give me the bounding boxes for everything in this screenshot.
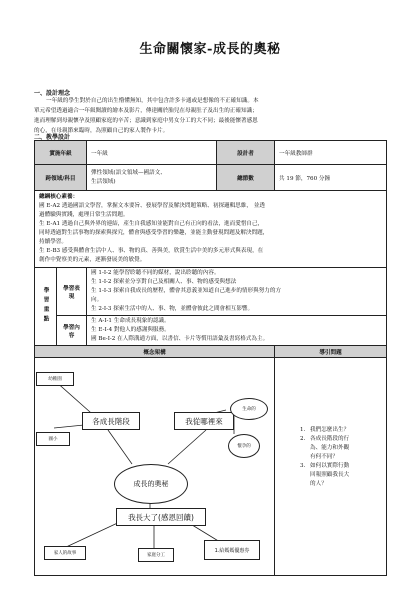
node-family-story: 家人的故事 [44, 546, 86, 560]
section-heading-teaching-design: 二、教學設計 [34, 134, 71, 141]
subject-label: 跨領域/科目 [35, 165, 87, 191]
subject-value [87, 165, 217, 191]
subject-value-line: 彈性領域(語文領域—國語文、 [91, 169, 166, 176]
question-text: 我們怎麼出生？ [310, 427, 350, 433]
node-elementary: 國小 [36, 432, 70, 446]
core-line: 創作中覺察美的元素，逐漸發展美的敏覺。 [39, 257, 146, 263]
question-item [300, 426, 382, 435]
paragraph-line: 進而理解到母親懷孕及照顧家庭的辛苦；意識到家庭中男女分工的大不同；最後能懷著感恩 [34, 118, 258, 124]
performance-content [87, 268, 387, 316]
performance-line: 生 2-I-3 探索生活中的人、事、物，並體會彼此之間會相互影響。 [91, 306, 254, 312]
paragraph-line: 單元希望透過適合一年級閱讀的繪本及影片，傳達關於胎兒在母親肚子及出生的正確知識； [34, 108, 258, 114]
design-concept-paragraph [34, 96, 388, 136]
node-where-from: 我從哪裡來 [174, 412, 234, 430]
guiding-questions-header: 導引問題 [275, 346, 387, 358]
performance-line: 生 1-I-3 探索自我成長的歷程，體會其意義並知道自己進步的情形與努力的方 [91, 288, 282, 294]
learning-focus-label: 學習重點 [35, 268, 57, 346]
node-housework: 家庭分工 [138, 548, 174, 562]
designer-label: 設計者 [217, 141, 275, 165]
content-label: 學習內容 [57, 316, 87, 346]
question-number: 1. [300, 427, 306, 433]
question-text: 為、能力和外觀 [310, 445, 350, 451]
concept-diagram [34, 372, 264, 572]
paragraph-line: 的心，在母親節來臨時，為照顧自己的家人製作卡片。 [34, 128, 169, 134]
question-item [300, 462, 382, 489]
section-heading-design-concept: 一、設計理念 [34, 90, 71, 97]
node-life: 生命的 [230, 398, 268, 420]
node-grown-up: 我長大了(感恩回饋) [116, 508, 206, 526]
node-growth-stages: 各成長階段 [82, 412, 140, 430]
question-text: 各成長階段的行 [310, 436, 350, 442]
grade-value: 一年級 [87, 141, 217, 165]
performance-line: 向。 [91, 297, 103, 303]
question-text: 回報照顧我長大 [310, 472, 350, 478]
performance-label: 學習表現 [57, 268, 87, 316]
core-line: 生 E-B3 感受與體會生活中人、事、物的真、善與美，欣賞生活中美的多元形式與表現，在 [39, 248, 264, 254]
question-text: 如何以實際行動 [310, 463, 350, 469]
content-line: 國 Be-I-2 在人際溝通方面，以書信、卡片等慣用語彙及書寫格式為主。 [91, 336, 269, 342]
node-mystery-of-growth: 成長的奧秘 [114, 464, 188, 504]
performance-line: 國 1-I-2 能學習聆聽不同的媒材，說出聆聽的內容。 [91, 270, 220, 276]
learning-content [87, 316, 387, 346]
content-line: 生 E-I-4 對他人的感謝與服務。 [91, 327, 170, 333]
node-pregnancy: 懷孕的 [228, 434, 260, 458]
core-heading: 總綱核心素養： [39, 194, 79, 200]
performance-line: 生 1-I-2 探索並分享對自己及相關人、事、物的感受與想法 [91, 279, 237, 285]
core-competencies [35, 191, 387, 268]
core-line: 過體驗與實踐，處理日常生活問題。 [39, 212, 129, 218]
page-title: 生命關懷家-成長的奧秘 [139, 42, 281, 57]
concept-framework-header: 概念架構 [35, 346, 275, 358]
core-line: 國 E-A2 透過國語文學習，掌握文本要旨、發展學習及解決問題策略、初探邏輯思維， 並透 [39, 203, 265, 209]
periods-value: 共 19 節，760 分鐘 [275, 165, 387, 191]
subject-value-line: 生活領域) [91, 178, 116, 185]
node-card: 1.給媽媽優惠券 [204, 540, 260, 560]
question-number: 2. [300, 436, 306, 442]
question-item [300, 435, 382, 462]
core-line: 生 E-A1 透過自己與外界的連結，產生自我感知並能對自己有正向的看法，進而愛惜自己， [39, 221, 264, 227]
core-line: 同時透過對生活事物的探索與探究，體會與感受學習的樂趣，並能主動發現問題及解決問題， [39, 230, 269, 236]
question-text: 有何不同？ [310, 454, 338, 460]
content-line: 生 A-I-1 生命成長現象的認識。 [91, 318, 170, 324]
paragraph-line: 一年級的學生對於自己的出生懵懂無知，其中包含許多卡通或是想像的不正確知識。本 [46, 98, 259, 104]
node-kindergarten: 幼稚園 [36, 372, 74, 386]
core-line: 持續學習。 [39, 239, 67, 245]
periods-label: 總節數 [217, 165, 275, 191]
question-text: 的人？ [310, 481, 327, 487]
guiding-questions [300, 426, 382, 489]
question-number: 3. [300, 463, 306, 469]
grade-label: 實施年級 [35, 141, 87, 165]
designer-value: 一年級教師群 [275, 141, 387, 165]
